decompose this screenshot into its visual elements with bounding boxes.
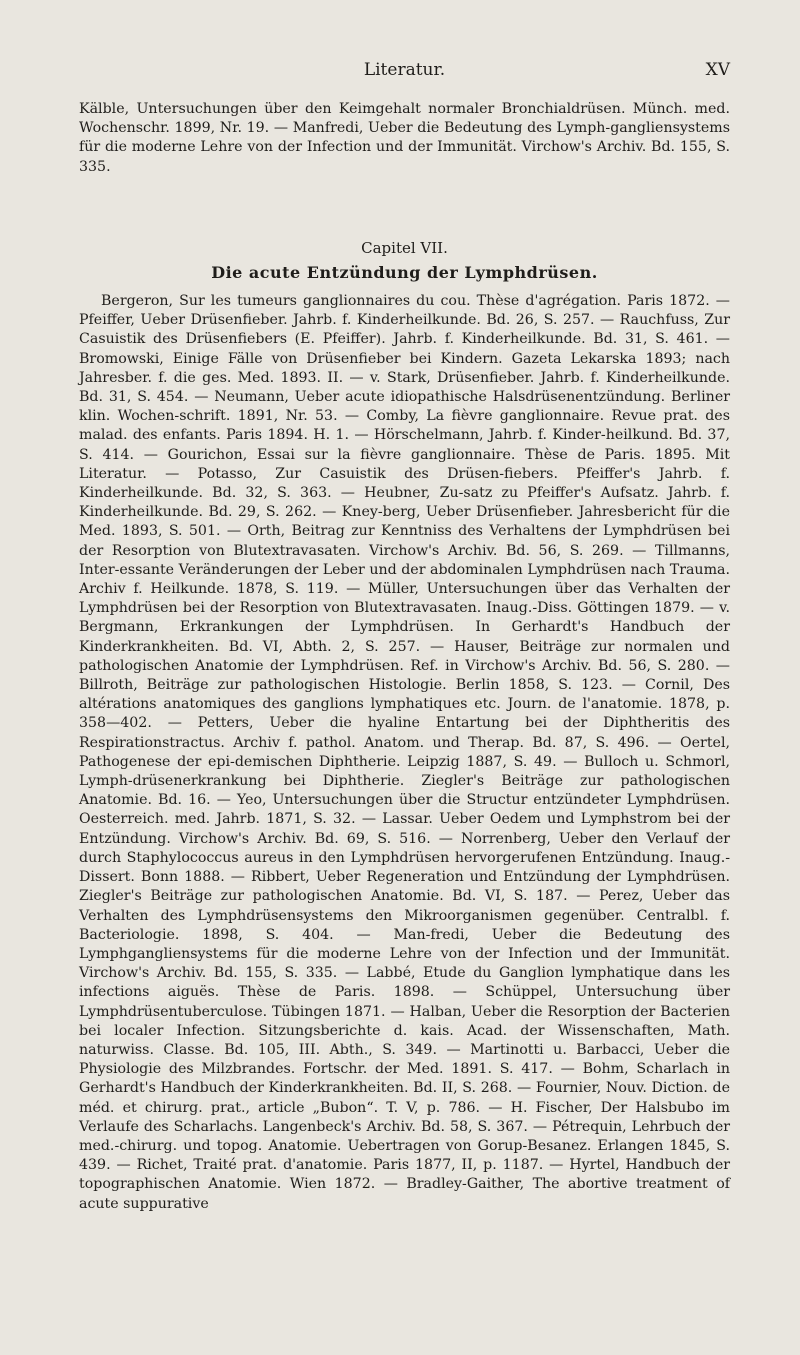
page-number: XV xyxy=(705,60,730,80)
chapter-title: Die acute Entzündung der Lymphdrüsen. xyxy=(211,263,598,282)
bibliography-paragraph: Bergeron, Sur les tumeurs ganglionnaires du cou. Thèse d'agrégation. Paris 1872. — Pfeiffer, Ueber Drüsenfieber. Jahrb. f. Kinderheilkunde. Bd. 26, S. 257. — Rauchfuss, Zur Casuistik des Drüsenfiebers (E. Pfeiffer). Jahrb. f. Kinderheilkunde. Bd. 31, S. 461. — Bromowski, Einige Fälle von Drüsenfieber bei Kindern. Gazeta Lekarska 1893; nach Jahresber. f. die ges. Med. 1893. II. — v. Stark, Drüsenfieber. Jahrb. f. Kinderheilkunde. Bd. 31, S. 454. — Neumann, Ueber acute idiopathische Halsdrüsenentzündung. Berliner klin. Wochen-schrift. 1891, Nr. 53. — Comby, La fièvre ganglionnaire. Revue prat. des malad. des enfants. Paris 1894. H. 1. — Hörschelmann, Jahrb. f. Kinder-heilkund. Bd. 37, S. 414. — Gourichon, Essai sur la fièvre ganglionnaire. Thèse de Paris. 1895. Mit Literatur. — Potasso, Zur Casuistik des Drüsen-fiebers. Pfeiffer's Jahrb. f. Kinderheilkunde. Bd. 32, S. 363. — Heubner, Zu-satz zu Pfeiffer's Aufsatz. Jahrb. f. Kinderheilkunde. Bd. 29, S. 262. — Kney-berg, Ueber Drüsenfieber. Jahresbericht für die Med. 1893, S. 501. — Orth, Beitrag zur Kenntniss des Verhaltens der Lymphdrüsen bei der Resorption von Blutextravasaten. Virchow's Archiv. Bd. 56, S. 269. — Tillmanns, Inter-essante Veränderungen der Leber und der abdominalen Lymphdrüsen nach Trauma. Archiv f. Heilkunde. 1878, S. 119. — Müller, Untersuchungen über das Verhalten der Lymphdrüsen bei der Resorption von Blutextravasaten. Inaug.-Diss. Göttingen 1879. — v. Bergmann, Erkrankungen der Lymphdrüsen. In Gerhardt's Handbuch der Kinderkrankheiten. Bd. VI, Abth. 2, S. 257. — Hauser, Beiträge zur normalen und pathologischen Anatomie der Lymphdrüsen. Ref. in Virchow's Archiv. Bd. 56, S. 280. — Billroth, Beiträge zur pathologischen Histologie. Berlin 1858, S. 123. — Cornil, Des altérations anatomiques des ganglions lymphatiques etc. Journ. de l'anatomie. 1878, p. 358—402. — Petters, Ueber die hyaline Entartung bei der Diphtheritis des Respirationstractus. Archiv f. pathol. Anatom. und Therap. Bd. 87, S. 496. — Oertel, Pathogenese der epi-demischen Diphtherie. Leipzig 1887, S. 49. — Bulloch u. Schmorl, Lymph-drüsenerkrankung bei Diphtherie. Ziegler's Beiträge zur pathologischen Anatomie. Bd. 16. — Yeo, Untersuchungen über die Structur entzündeter Lymphdrüsen. Oesterreich. med. Jahrb. 1871, S. 32. — Lassar. Ueber Oedem und Lymphstrom bei der Entzündung. Virchow's Archiv. Bd. 69, S. 516. — Norrenberg, Ueber den Verlauf der durch Staphylococcus aureus in den Lymphdrüsen hervorgerufenen Entzündung. Inaug.-Dissert. Bonn 1888. — Ribbert, Ueber Regeneration und Entzündung der Lymphdrüsen. Ziegler's Beiträge zur pathologischen Anatomie. Bd. VI, S. 187. — Perez, Ueber das Verhalten des Lymphdrüsensystems den Mikroorganismen gegenüber. Centralbl. f. Bacteriologie. 1898, S. 404. — Man-fredi, Ueber die Bedeutung des Lymphgangliensystems für die moderne Lehre von der Infection und der Immunität. Virchow's Archiv. Bd. 155, S. 335. — Labbé, Etude du Ganglion lymphatique dans les infections aiguës. Thèse de Paris. 1898. — Schüppel, Untersuchung über Lymphdrüsentuberculose. Tübingen 1871. — Halban, Ueber die Resorption der Bacterien bei localer Infection. Sitzungsberichte d. kais. Acad. der Wissenschaften, Math. naturwiss. Classe. Bd. 105, III. Abth., S. 349. — Martinotti u. Barbacci, Ueber die Physiologie des Milzbrandes. Fortschr. der Med. 1891. S. 417. — Bohm, Scharlach in Gerhardt's Handbuch der Kinderkrankheiten. Bd. II, S. 268. — Fournier, Nouv. Diction. de méd. et chirurg. prat., article „Bubon“. T. V, p. 786. — H. Fischer, Der Halsbubo im Verlaufe des Scharlachs. Langenbeck's Archiv. Bd. 58, S. 367. — Pétrequin, Lehrbuch der med.-chirurg. und topog. Anatomie. Uebertragen von Gorup-Besanez. Erlangen 1845, S. 439. — Richet, Traité prat. d'anatomie. Paris 1877, II, p. 1187. — Hyrtel, Handbuch der topographischen Anatomie. Wien 1872. — Bradley-Gaither, The abortive treatment of acute suppurative xyxy=(79,293,730,1212)
running-head xyxy=(79,60,730,84)
intro-paragraph: Kälble, Untersuchungen über den Keimgehalt normaler Bronchialdrüsen. Münch. med. Wochenschr. 1899, Nr. 19. — Manfredi, Ueber die Bedeutung des Lymph-gangliensystems für die moderne Lehre von der Infection und der Immunität. Virchow's Archiv. Bd. 155, S. 335. xyxy=(79,101,730,175)
running-title: Literatur. xyxy=(363,60,446,80)
chapter-number: Capitel VII. xyxy=(361,239,448,257)
